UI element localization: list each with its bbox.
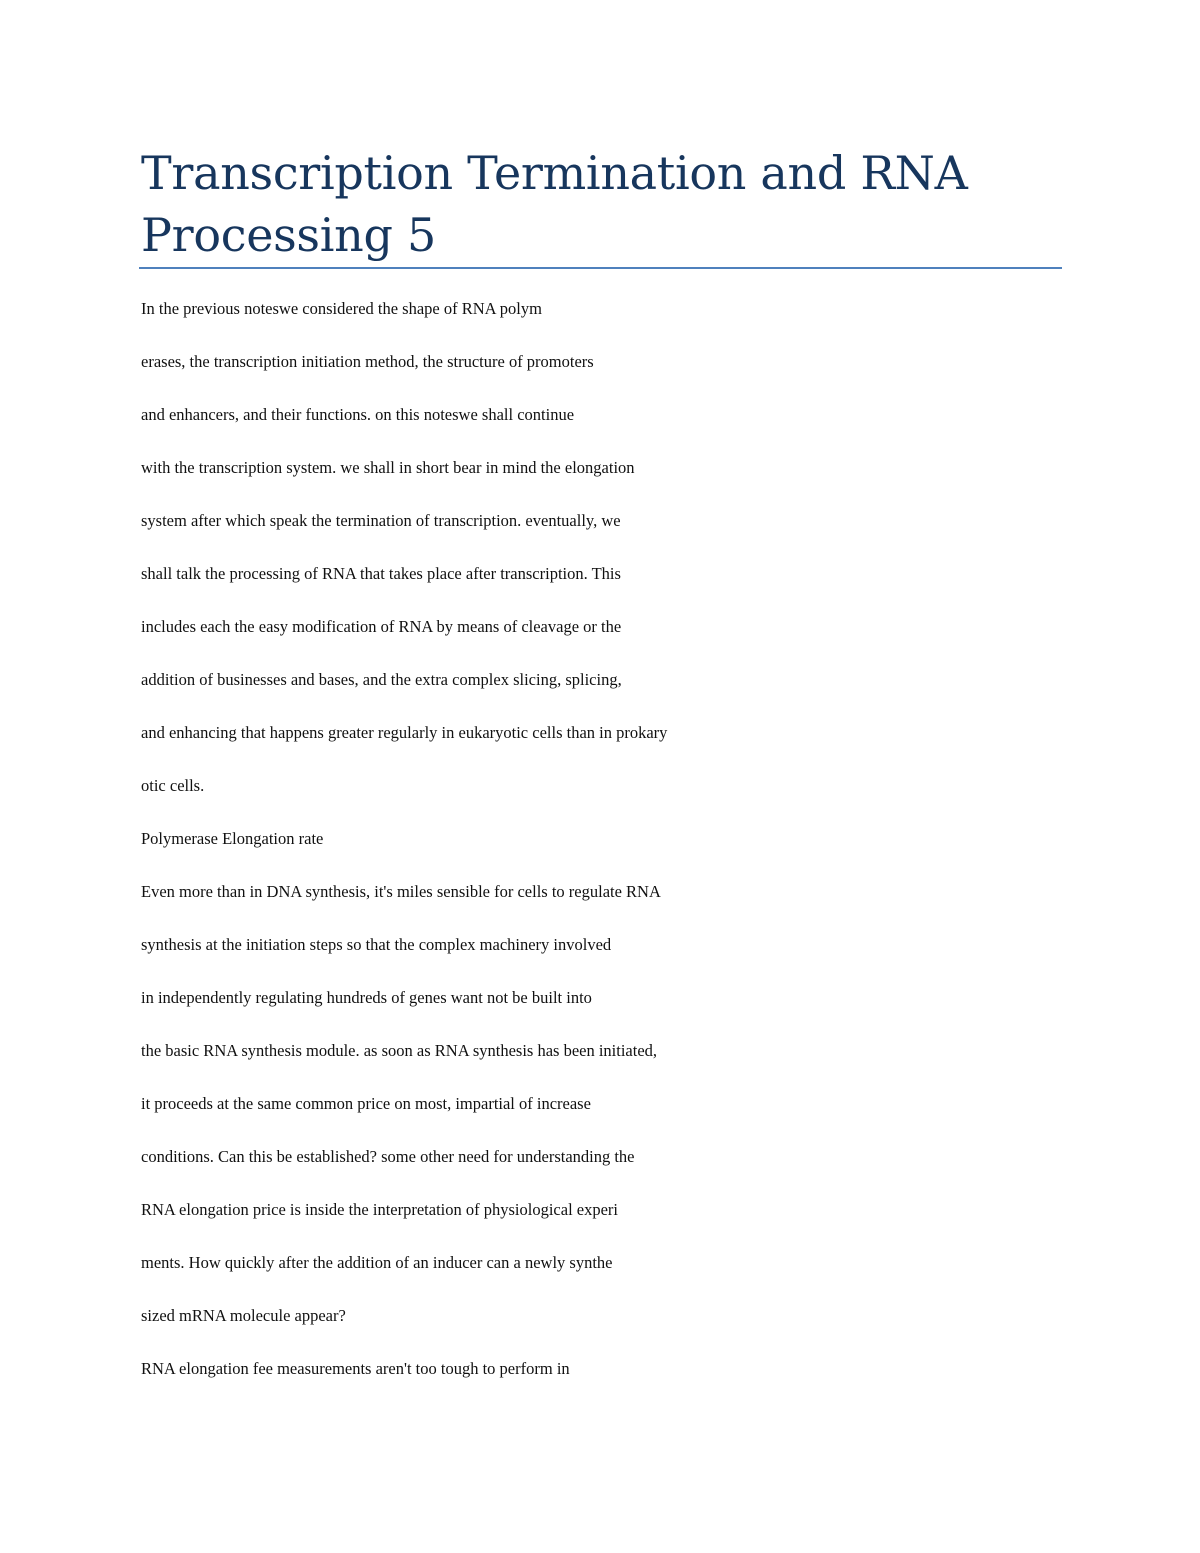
body-line: with the transcription system. we shall in short bear in mind the elongation (141, 458, 635, 477)
body-line: the basic RNA synthesis module. as soon as RNA synthesis has been initiated, (141, 1041, 658, 1060)
body-line: conditions. Can this be established? some other need for understanding the (141, 1147, 635, 1166)
title-line-2: Processing 5 (141, 208, 436, 262)
body-line: ments. How quickly after the addition of an inducer can a newly synthe (141, 1253, 613, 1272)
body-line: in independently regulating hundreds of genes want not be built into (141, 988, 592, 1007)
body-line: system after which speak the termination of transcription. eventually, we (141, 511, 621, 530)
body-line: it proceeds at the same common price on most, impartial of increase (141, 1094, 591, 1113)
body-line: synthesis at the initiation steps so that the complex machinery involved (141, 935, 612, 954)
body-line: Even more than in DNA synthesis, it's miles sensible for cells to regulate RNA (141, 882, 661, 901)
body-line: RNA elongation fee measurements aren't too tough to perform in (141, 1359, 570, 1378)
body-line: otic cells. (141, 776, 205, 795)
section-heading: Polymerase Elongation rate (141, 829, 324, 848)
body-line: and enhancing that happens greater regularly in eukaryotic cells than in prokary (141, 723, 668, 742)
title-line-1: Transcription Termination and RNA (141, 146, 968, 200)
body-line: In the previous noteswe considered the shape of RNA polym (141, 299, 542, 318)
title-underline (139, 267, 1062, 269)
body-line: shall talk the processing of RNA that takes place after transcription. This (141, 564, 621, 583)
body-line: addition of businesses and bases, and the extra complex slicing, splicing, (141, 670, 622, 689)
body-line: and enhancers, and their functions. on this noteswe shall continue (141, 405, 575, 424)
document-title (141, 142, 1062, 266)
body-line: includes each the easy modification of RNA by means of cleavage or the (141, 617, 622, 636)
body-line: sized mRNA molecule appear? (141, 1306, 346, 1325)
body-line: RNA elongation price is inside the interpretation of physiological experi (141, 1200, 619, 1219)
body-line: erases, the transcription initiation method, the structure of promoters (141, 352, 594, 371)
